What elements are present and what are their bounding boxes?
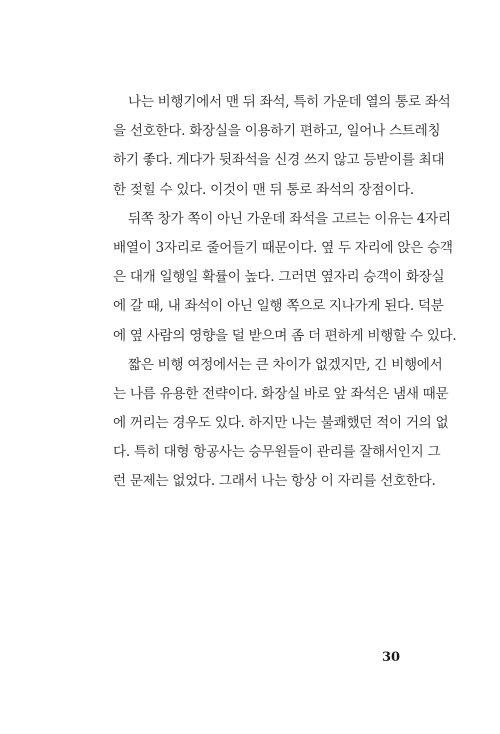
paragraph-3-line-5: 런 문제는 없었다. 그래서 나는 항상 이 자리를 선호한다. bbox=[113, 473, 436, 490]
paragraph-1-line-1: 나는 비행기에서 맨 뒤 좌석, 특히 가운데 열의 통로 좌석 bbox=[128, 94, 451, 110]
paragraph-3-line-2: 는 나름 유용한 전략이다. 화장실 바로 앞 좌석은 냄새 때문 bbox=[113, 385, 449, 402]
body-text bbox=[113, 88, 457, 497]
paragraph-1-line-3: 하기 좋다. 게다가 뒷좌석을 신경 쓰지 않고 등받이를 최대 bbox=[113, 152, 445, 169]
paragraph-2-line-1: 뒤쪽 창가 쪽이 아닌 가운데 좌석을 고르는 이유는 4자리 bbox=[128, 210, 451, 227]
paragraph-2-line-5: 에 옆 사람의 영향을 덜 받으며 좀 더 편하게 비행할 수 있다. bbox=[113, 327, 457, 344]
paragraph-2-line-4: 에 갈 때, 내 좌석이 아닌 일행 쪽으로 지나가게 된다. 덕분 bbox=[113, 298, 444, 315]
paragraph-3-line-3: 에 꺼리는 경우도 있다. 하지만 나는 불쾌했던 적이 거의 없 bbox=[113, 415, 449, 432]
paragraph-1-line-4: 한 젖힐 수 있다. 이것이 맨 뒤 통로 좌석의 장점이다. bbox=[113, 181, 414, 198]
paragraph-2-line-2: 배열이 3자리로 줄어들기 때문이다. 옆 두 자리에 앉은 승객 bbox=[113, 239, 453, 256]
paragraph-2-line-3: 은 대개 일행일 확률이 높다. 그러면 옆자리 승객이 화장실 bbox=[113, 269, 445, 286]
paragraph-3-line-1: 짧은 비행 여정에서는 큰 차이가 없겠지만, 긴 비행에서 bbox=[128, 356, 443, 373]
paragraph-1-line-2: 을 선호한다. 화장실을 이용하기 편하고, 일어나 스트레칭 bbox=[113, 123, 441, 140]
page-number: 30 bbox=[382, 650, 401, 665]
paragraph-3-line-4: 다. 특히 대형 항공사는 승무원들이 관리를 잘해서인지 그 bbox=[113, 444, 441, 461]
